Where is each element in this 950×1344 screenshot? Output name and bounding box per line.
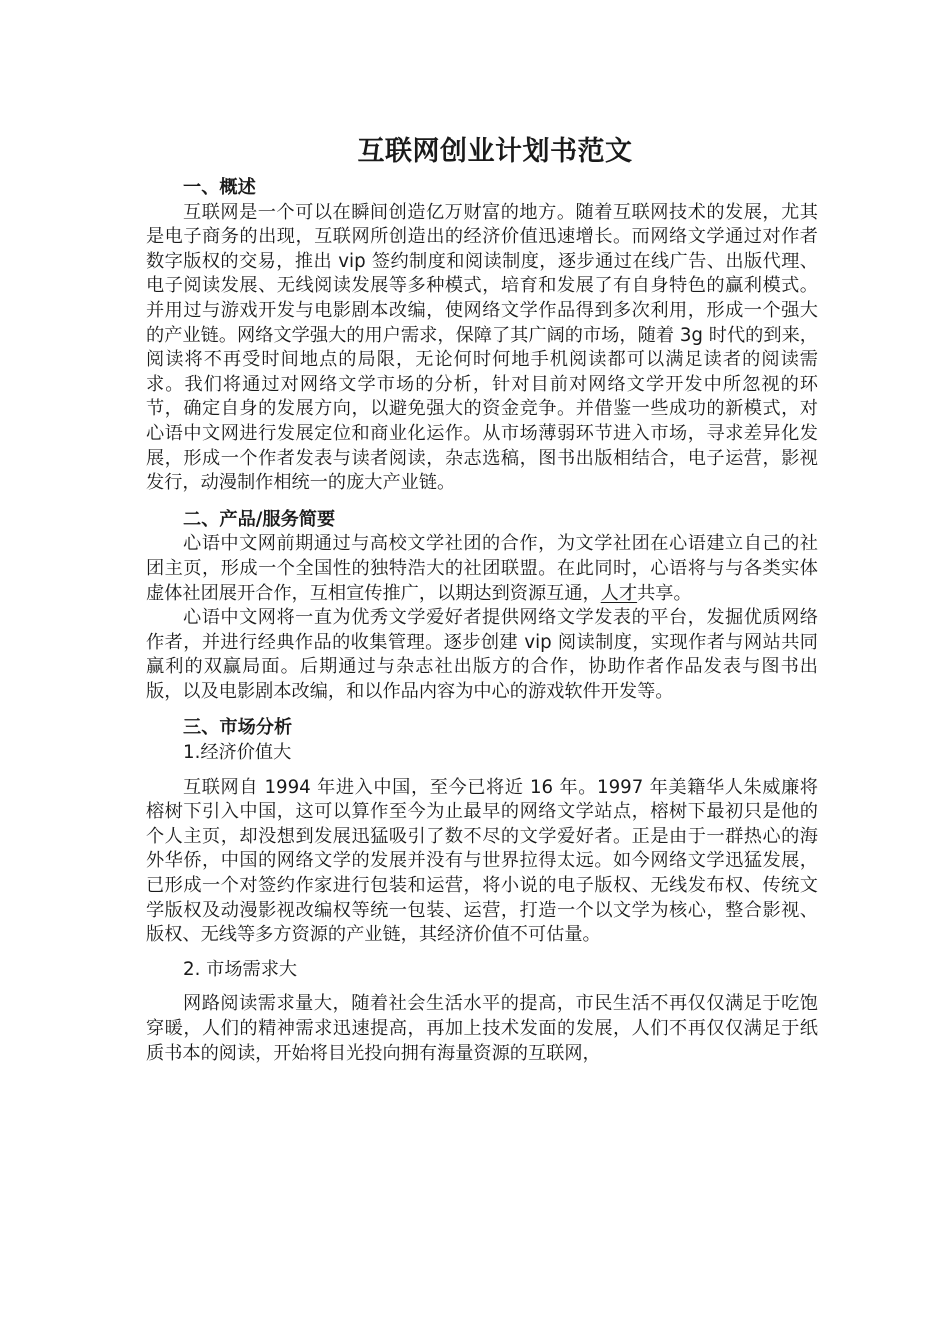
section-heading-product: 二、产品/服务简要 (183, 508, 336, 530)
product-paragraph-1-tail: 共享。 (637, 582, 692, 604)
section-heading-market: 三、市场分析 (183, 717, 293, 739)
economic-value-paragraph: 互联网自 1994 年进入中国，至今已将近 16 年。1997 年美籍华人朱威廉将榕树下引入中国，这可以算作至今为止最早的网络文学站点，榕树下最初只是他的个人主页，却没想到发展迅猛吸引了数不尽的文学爱好者。正是由于一群热心的海外华侨，中国的网络文学的发展并没有与世界拉得太远。如今网络文学迅猛发展，已形成一个对签约作家进行包装和运营，将小说的电子版权、无线发布权、传统文学版权及动漫影视改编权等统一包装、运营，打造一个以文学为核心，整合影视、版权、无线等多方资源的产业链，其经济价值不可估量。 (146, 776, 818, 946)
document-title: 互联网创业计划书范文 (357, 136, 633, 167)
product-paragraph-1 (146, 532, 818, 606)
product-paragraph-2: 心语中文网将一直为优秀文学爱好者提供网络文学发表的平台，发掘优质网络作者，并进行经典作品的收集管理。逐步创建 vip 阅读制度，实现作者与网站共同赢利的双赢局面。后期通过与杂志社出版方的合作，协助作者作品发表与图书出版，以及电影剧本改编，和以作品内容为中心的游戏软件开发等。 (146, 607, 818, 702)
underlined-term: 人才 (600, 582, 638, 604)
document-body (146, 176, 818, 1066)
overview-paragraph: 互联网是一个可以在瞬间创造亿万财富的地方。随着互联网技术的发展，尤其是电子商务的出现，互联网所创造出的经济价值迅速增长。而网络文学通过对作者数字版权的交易，推出 vip 签约制度和阅读制度，逐步通过在线广告、出版代理、电子阅读发展、无线阅读发展等多种模式，培育和发展了有自身特色的赢利模式。并用过与游戏开发与电影剧本改编，使网络文学作品得到多次利用，形成一个强大的产业链。网络文学强大的用户需求，保障了其广阔的市场，随着 3g 时代的到来，阅读将不再受时间地点的局限，无论何时何地手机阅读都可以满足读者的阅读需求。我们将通过对网络文学市场的分析，针对目前对网络文学开发中所忽视的环节，确定自身的发展方向，以避免强大的资金竞争。并借鉴一些成功的新模式，对心语中文网进行发展定位和商业化运作。从市场薄弱环节进入市场，寻求差异化发展，形成一个作者发表与读者阅读，杂志选稿，图书出版相结合，电子运营，影视发行，动漫制作相统一的庞大产业链。 (146, 201, 818, 494)
subsection-heading-economic-value: 1.经济价值大 (183, 742, 292, 764)
subsection-heading-market-demand: 2. 市场需求大 (183, 958, 298, 980)
market-demand-paragraph: 网路阅读需求量大，随着社会生活水平的提高，市民生活不再仅仅满足于吃饱穿暖，人们的精神需求迅速提高，再加上技术发面的发展，人们不再仅仅满足于纸质书本的阅读，开始将目光投向拥有海量资源的互联网， (146, 993, 818, 1064)
product-paragraph-1-text: 心语中文网前期通过与高校文学社团的合作，为文学社团在心语建立自己的社团主页，形成一个全国性的独特浩大的社团联盟。在此同时，心语将与与各类实体虚体社团展开合作，互相宣传推广，以期达到资源互通， (146, 533, 818, 604)
section-heading-overview: 一、概述 (183, 177, 256, 198)
